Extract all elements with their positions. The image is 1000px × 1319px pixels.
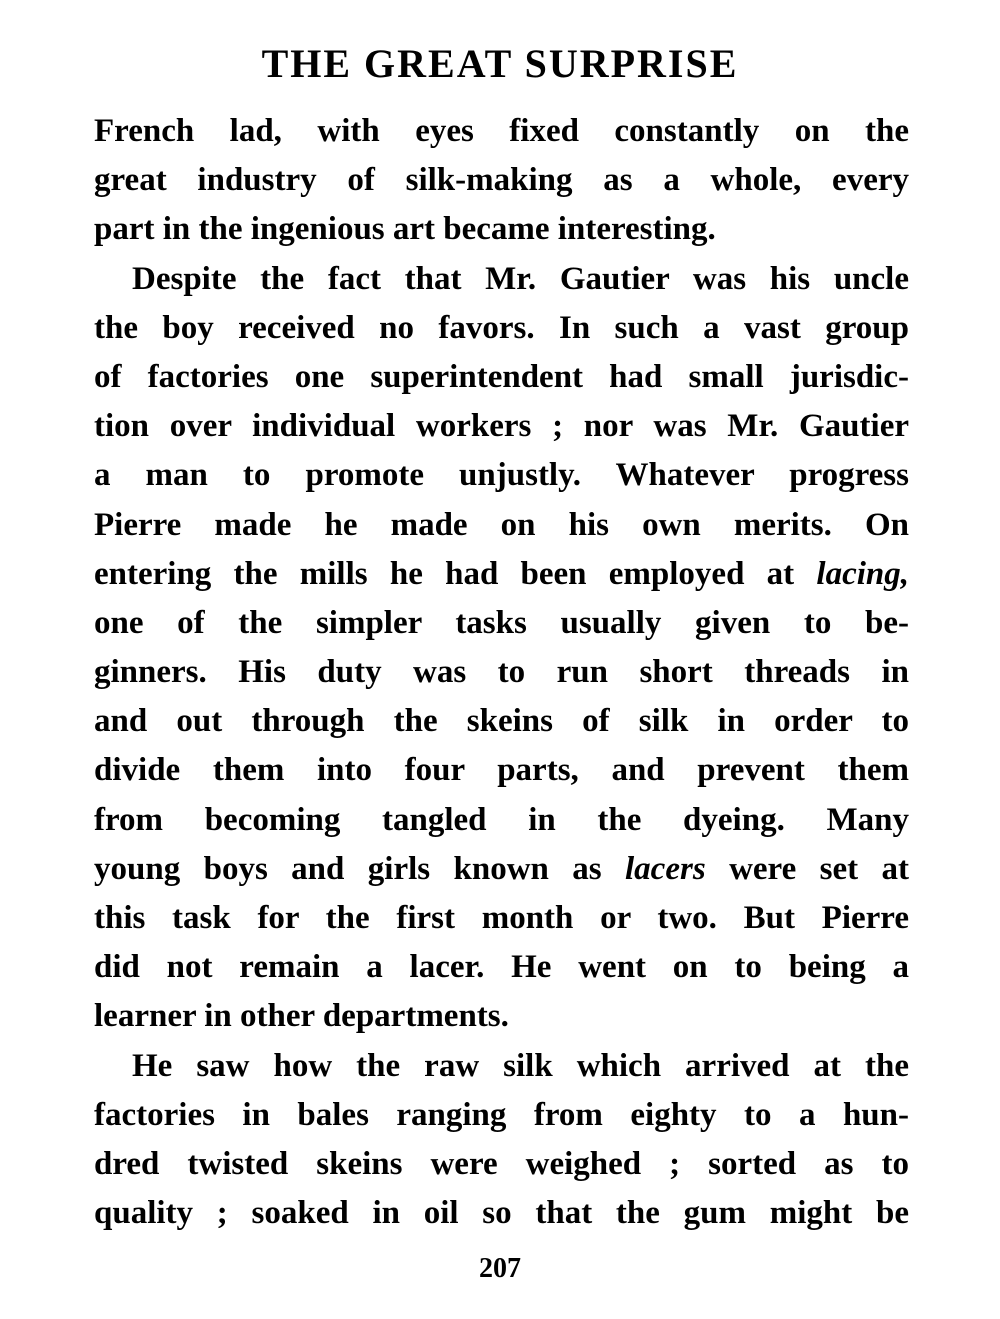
text-line: factories in bales ranging from eighty to a hun-: [94, 1096, 909, 1133]
text-line: Despite the fact that Mr. Gautier was his uncle: [132, 260, 909, 297]
text-line: ginners. His duty was to run short threads in: [94, 654, 909, 691]
page-number: 207: [479, 1253, 521, 1284]
running-head: THE GREAT SURPRISE: [261, 41, 739, 86]
text-line: part in the ingenious art became interesting.: [94, 211, 716, 248]
paragraph-3: [94, 1042, 909, 1239]
text-line: divide them into four parts, and prevent them: [94, 752, 909, 789]
italic-term-lacing: lacing,: [816, 555, 910, 592]
text-line: of factories one superintendent had small jurisdic-: [94, 358, 909, 395]
text-line: He saw how the raw silk which arrived at the: [132, 1047, 909, 1084]
paragraph-2: [94, 255, 909, 1042]
text-line: and out through the skeins of silk in order to: [94, 703, 909, 740]
text-line: quality ; soaked in oil so that the gum might be: [94, 1195, 909, 1232]
text-line: dred twisted skeins were weighed ; sorted as to: [94, 1145, 909, 1182]
text-segment: entering the mills he had been employed at: [94, 555, 795, 592]
text-line: did not remain a lacer. He went on to being a: [94, 949, 909, 986]
text-line: from becoming tangled in the dyeing. Many: [94, 801, 909, 838]
text-line: Pierre made he made on his own merits. On: [94, 506, 909, 543]
italic-term-lacers: lacers: [625, 850, 706, 887]
text-segment: young boys and girls known as: [94, 850, 602, 887]
text-line-with-italic: [94, 550, 909, 599]
body-text: [94, 107, 909, 1238]
text-segment: were set at: [705, 850, 909, 887]
text-line: one of the simpler tasks usually given to be-: [94, 604, 909, 641]
text-line: learner in other departments.: [94, 998, 509, 1035]
text-line: this task for the first month or two. But Pierre: [94, 900, 909, 936]
paragraph-1: [94, 107, 909, 255]
text-line: tion over individual workers ; nor was Mr. Gautier: [94, 408, 909, 445]
text-line: great industry of silk-making as a whole, every: [94, 162, 909, 199]
text-line: French lad, with eyes fixed constantly on the: [94, 113, 909, 149]
text-line-with-italic: [94, 845, 909, 894]
text-line: the boy received no favors. In such a vast group: [94, 309, 909, 346]
text-line: a man to promote unjustly. Whatever progress: [94, 457, 909, 494]
